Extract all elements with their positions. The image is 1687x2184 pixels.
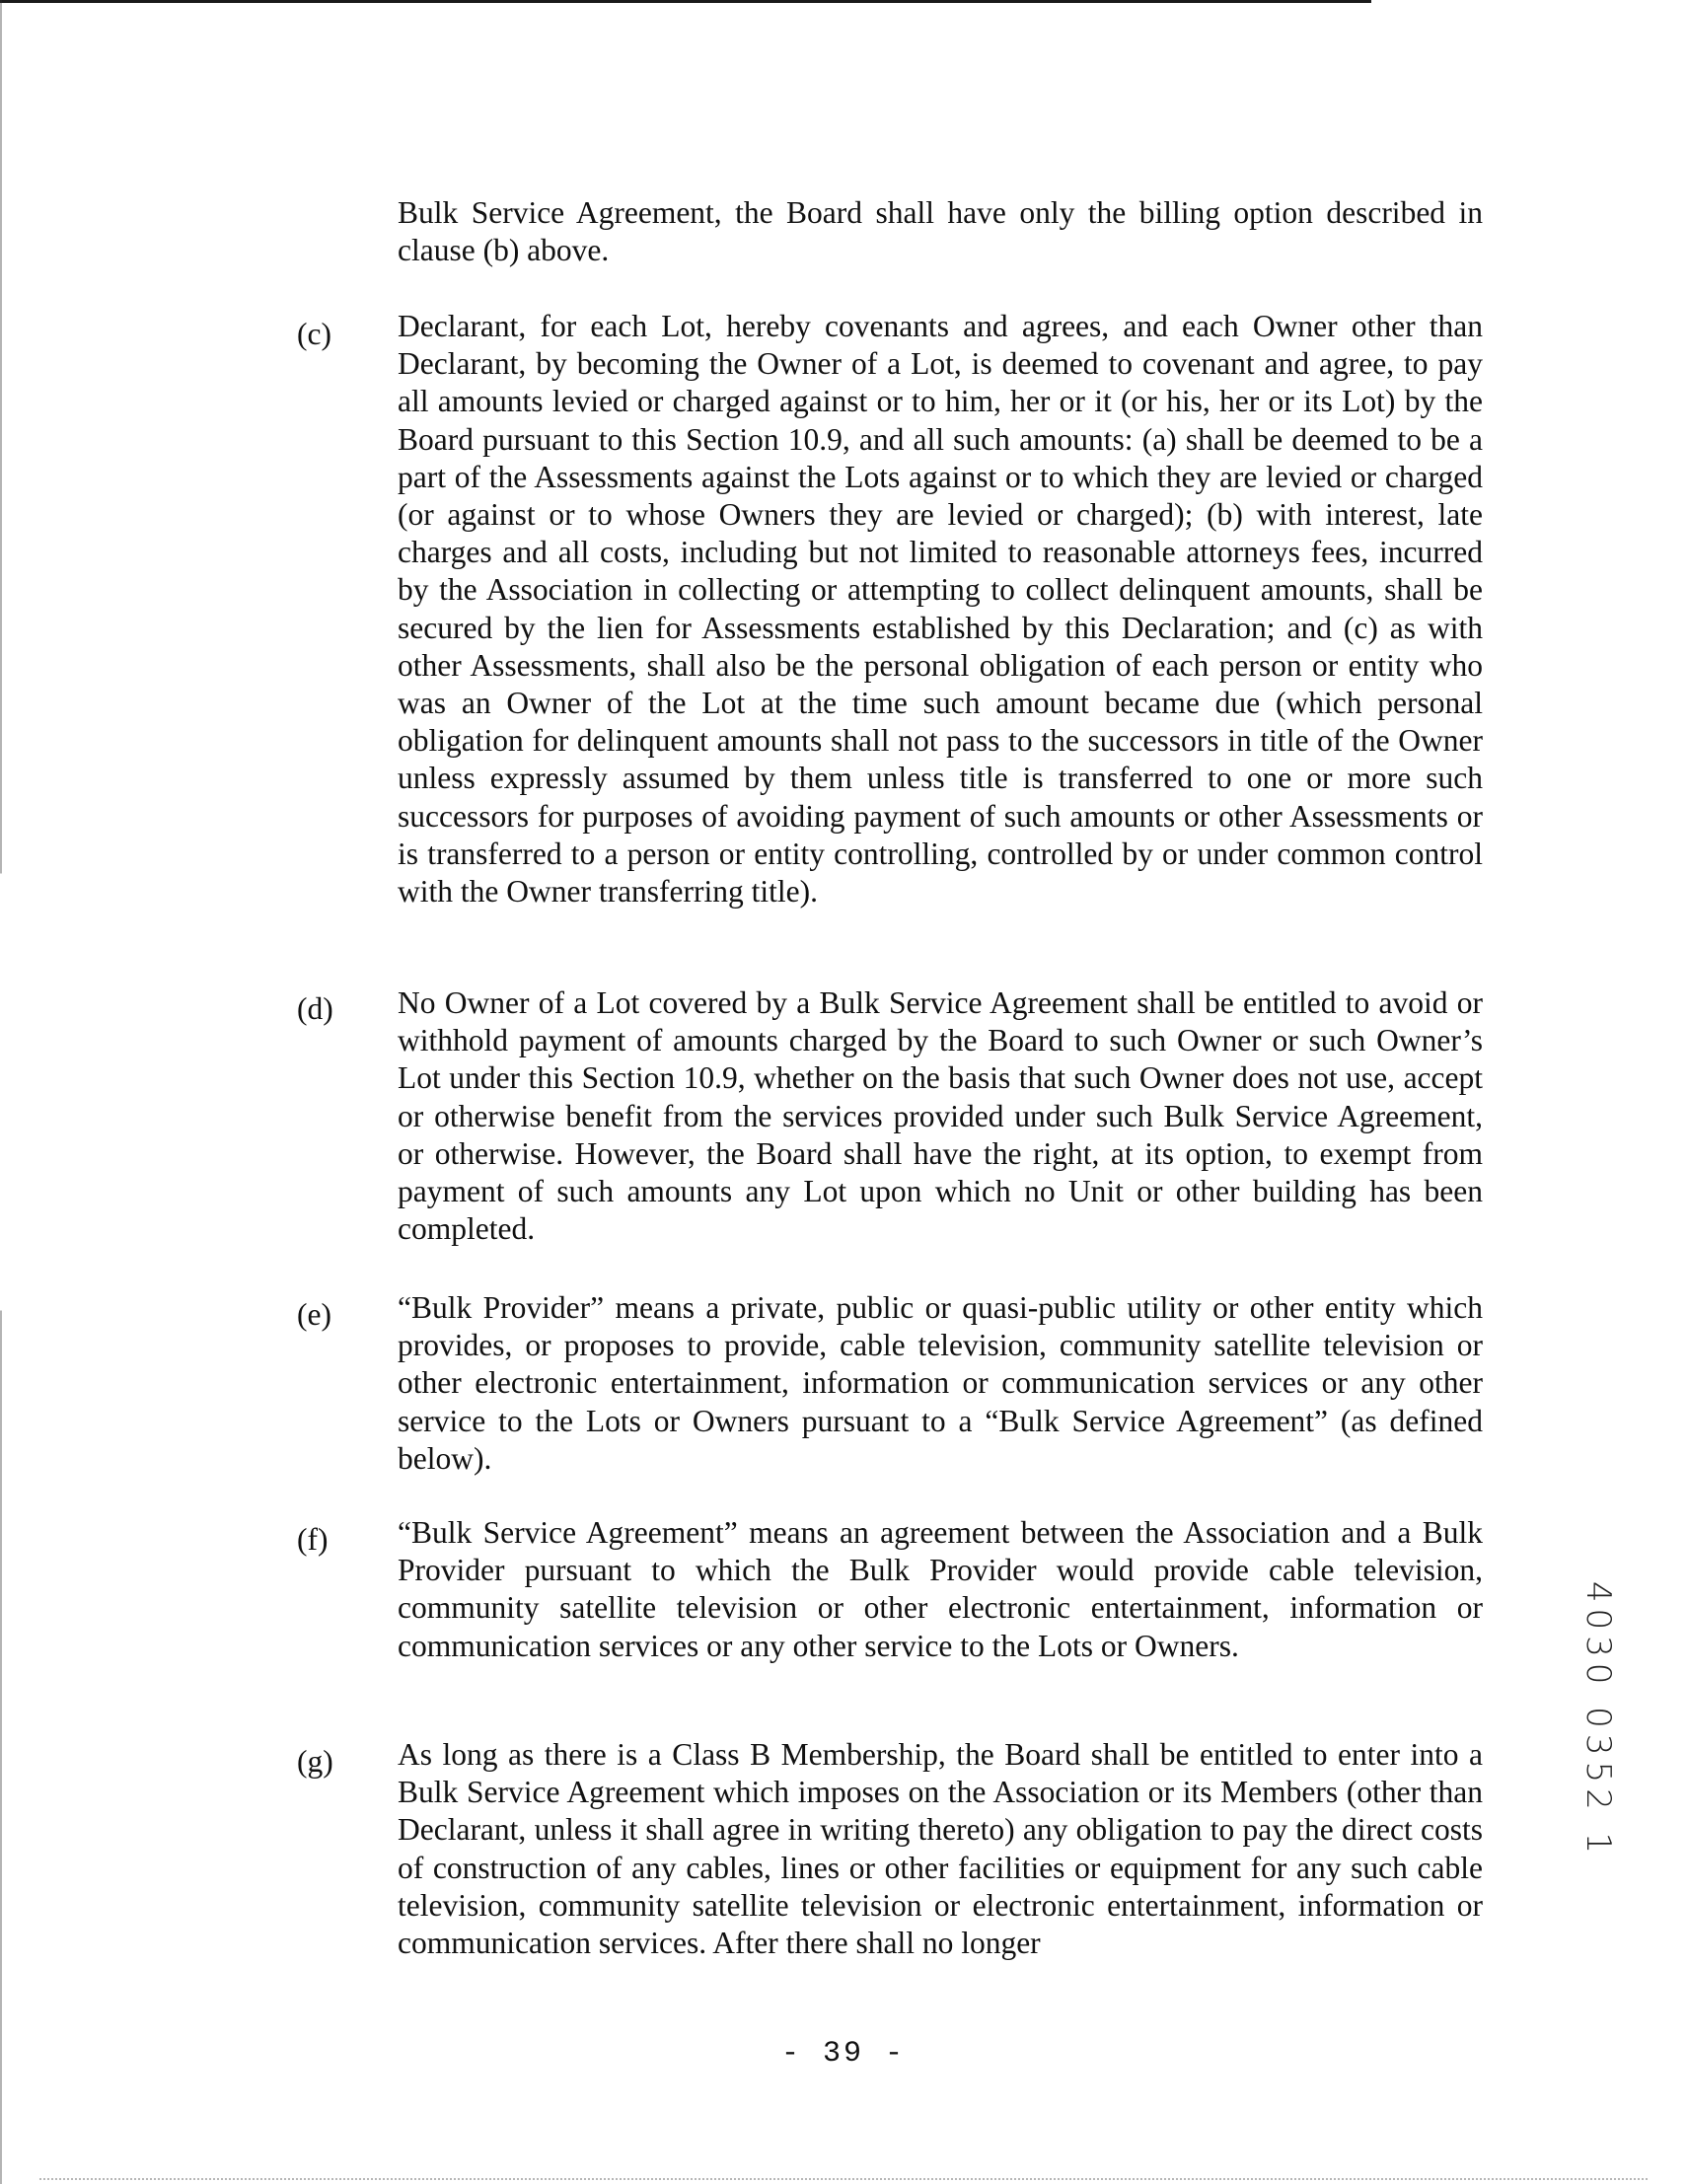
section-text-g: As long as there is a Class B Membership, the Board shall be entitled to enter into a Bulk Service Agreement which imposes on the Association or its Members (other than Declarant, unless it shall agree in writing thereto) any obligation to pay the direct costs of construction of any cables, lines or other facilities or equipment for any such cable television, community satellite television or electronic entertainment, information or communication services. After there shall no longer (398, 1737, 1483, 1961)
section-label-c: (c) (297, 317, 331, 351)
page-number: - 39 - (780, 2037, 907, 2071)
section-text-f: “Bulk Service Agreement” means an agreement between the Association and a Bulk Provider pursuant to which the Bulk Provider would provide cable television, community satellite television or other electronic entertainment, information or communication services or any other service to the Lots or Owners. (398, 1515, 1483, 1663)
section-label-f: (f) (297, 1522, 329, 1557)
section-text-e: “Bulk Provider” means a private, public or quasi-public utility or other entity which provides, or proposes to provide, cable television, community satellite television or other electronic entertainment, information or communication services or any other service to the Lots or Owners pursuant to a “Bulk Service Agreement” (as defined below). (398, 1290, 1483, 1476)
section-label-g: (g) (297, 1744, 333, 1779)
margin-stamp (1571, 1580, 1626, 1860)
continuation-paragraph: Bulk Service Agreement, the Board shall have only the billing option described in clause (b) above. (398, 195, 1483, 268)
section-text-c: Declarant, for each Lot, hereby covenants and agrees, and each Owner other than Declarant, by becoming the Owner of a Lot, is deemed to covenant and agree, to pay all amounts levied or charged against or to him, her or it (or his, her or its Lot) by the Board pursuant to this Section 10.9, and all such amounts: (a) shall be deemed to be a part of the Assessments against the Lots against or to which they are levied or charged (or against or to whose Owners they are levied or charged); (b) with interest, late charges and all costs, including but not limited to reasonable attorneys fees, incurred by the Association in collecting or attempting to collect delinquent amounts, shall be secured by the lien for Assessments established by this Declaration; and (c) as with other Assessments, shall also be the personal obligation of each person or entity who was an Owner of the Lot at the time such amount became due (which personal obligation for delinquent amounts shall not pass to the successors in title of the Owner unless expressly assumed by them unless title is transferred to one or more such successors for purposes of avoiding payment of such amounts or other Assessments or is transferred to a person or entity controlling, controlled by or under common control with the Owner transferring title). (398, 309, 1483, 910)
margin-stamp-text: 4030 0352 1 (1578, 1580, 1618, 1860)
section-label-d: (d) (297, 991, 333, 1026)
section-text-d: No Owner of a Lot covered by a Bulk Service Agreement shall be entitled to avoid or withhold payment of amounts charged by the Board to such Owner or such Owner’s Lot under this Section 10.9, whether on the basis that such Owner does not use, accept or otherwise benefit from the services provided under such Bulk Service Agreement, or otherwise. However, the Board shall have the right, at its option, to exempt from payment of such amounts any Lot upon which no Unit or other building has been completed. (398, 985, 1483, 1247)
section-label-e: (e) (297, 1297, 331, 1332)
